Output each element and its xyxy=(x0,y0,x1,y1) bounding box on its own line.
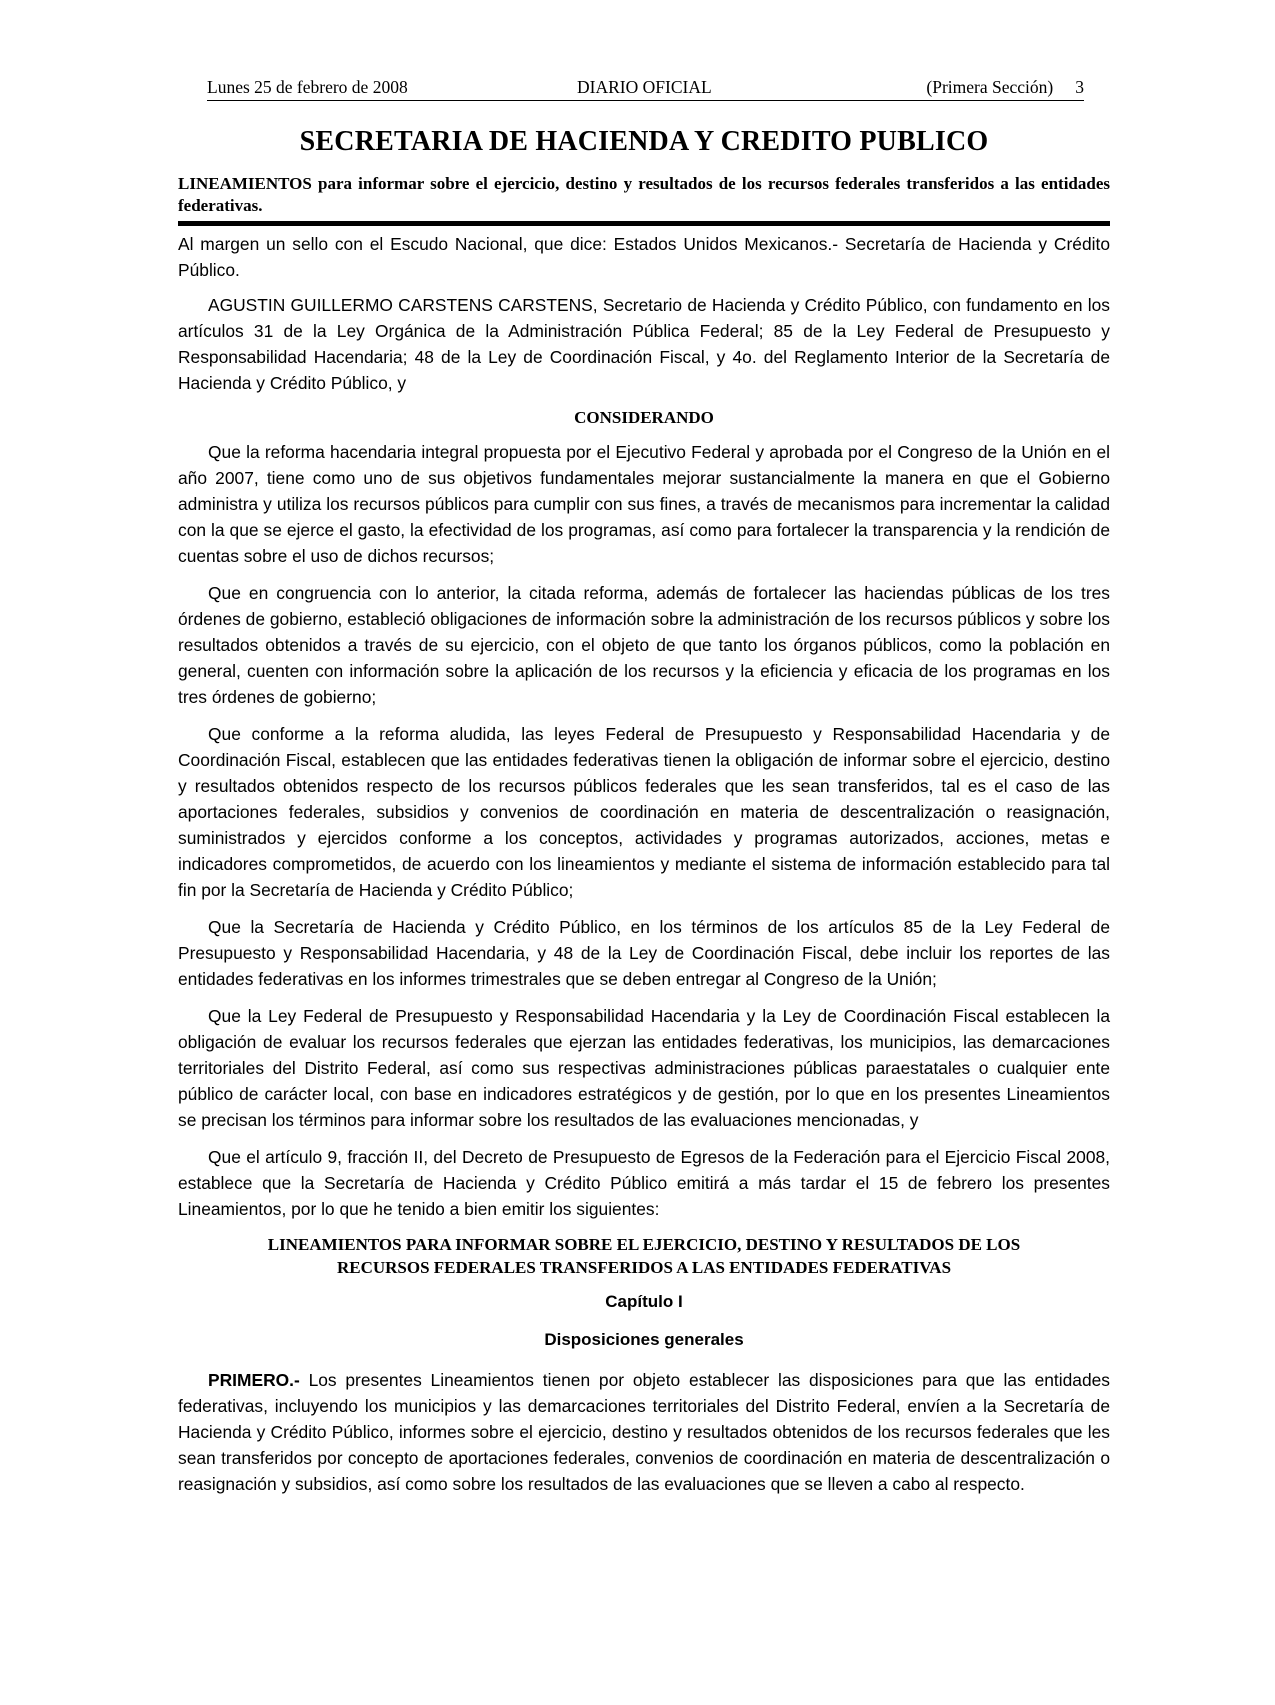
lineamientos-title xyxy=(178,1233,1110,1279)
header-section xyxy=(926,76,1084,98)
considerando-paragraph: Que la reforma hacendaria integral propuesta por el Ejecutivo Federal y aprobada por el Congreso de la Unión en el año 2007, tiene como uno de sus objetivos fundamentales mejorar sustancialmente la manera en que el Gobierno administra y utiliza los recursos públicos para cumplir con sus fines, a través de mecanismos para incrementar la calidad con la que se ejerce el gasto, la efectividad de los programas, así como para fortalecer la transparencia y la rendición de cuentas sobre el uso de dichos recursos; xyxy=(178,442,1110,566)
article-lead: PRIMERO.- xyxy=(208,1370,300,1390)
seal-note: Al margen un sello con el Escudo Nacional, que dice: Estados Unidos Mexicanos.- Secretaría de Hacienda y Crédito Público. xyxy=(178,234,1110,280)
lineamientos-title-line-1: LINEAMIENTOS PARA INFORMAR SOBRE EL EJERCICIO, DESTINO Y RESULTADOS DE LOS xyxy=(267,1235,1021,1254)
chapter-title: Disposiciones generales xyxy=(544,1330,744,1349)
document-body xyxy=(178,231,1110,1508)
header-publication: DIARIO OFICIAL xyxy=(577,77,712,97)
considerando-paragraph: Que la Secretaría de Hacienda y Crédito Público, en los términos de los artículos 85 de la Ley Federal de Presupuesto y Responsabilidad Hacendaria, y 48 de la Ley de Coordinación Fiscal, debe incluir los reportes de las entidades federativas en los informes trimestrales que se deben entregar al Congreso de la Unión; xyxy=(178,917,1110,989)
heading-rule xyxy=(178,221,1110,226)
considerando-heading: CONSIDERANDO xyxy=(574,408,714,427)
ministry-title: SECRETARIA DE HACIENDA Y CREDITO PUBLICO xyxy=(299,126,989,157)
considerando-paragraph: Que conforme a la reforma aludida, las leyes Federal de Presupuesto y Responsabilidad Hacendaria y de Coordinación Fiscal, establecen que las entidades federativas tienen la obligación de informar sobre el ejercicio, destino y resultados obtenidos respecto de los recursos públicos federales que les sean transferidos, tal es el caso de las aportaciones federales, subsidios y convenios de coordinación en materia de descentralización o reasignación, suministrados y ejercidos conforme a los conceptos, actividades y programas autorizados, acciones, metas e indicadores comprometidos, de acuerdo con los lineamientos y mediante el sistema de información establecido para tal fin por la Secretaría de Hacienda y Crédito Público; xyxy=(178,724,1110,900)
considerando-paragraph: Que el artículo 9, fracción II, del Decreto de Presupuesto de Egresos de la Federación para el Ejercicio Fiscal 2008, establece que la Secretaría de Hacienda y Crédito Público emitirá a más tardar el 15 de febrero los presentes Lineamientos, por lo que he tenido a bien emitir los siguientes: xyxy=(178,1147,1110,1219)
considerando-paragraph: Que en congruencia con lo anterior, la citada reforma, además de fortalecer las haciendas públicas de los tres órdenes de gobierno, estableció obligaciones de información sobre la administración de los recursos públicos y sobre los resultados obtenidos a través de su ejercicio, con el objeto de que tanto los órganos públicos, como la población en general, cuenten con información sobre la aplicación de los recursos y la eficiencia y eficacia de los programas en los tres órdenes de gobierno; xyxy=(178,583,1110,707)
lineamientos-title-line-2: RECURSOS FEDERALES TRANSFERIDOS A LAS ENTIDADES FEDERATIVAS xyxy=(336,1258,952,1277)
page-number: 3 xyxy=(1075,77,1084,97)
article-primero xyxy=(178,1367,1110,1497)
decree-lead: LINEAMIENTOS xyxy=(178,174,312,193)
preamble-paragraph: AGUSTIN GUILLERMO CARSTENS CARSTENS, Secretario de Hacienda y Crédito Público, con fundamento en los artículos 31 de la Ley Orgánica de la Administración Pública Federal; 85 de la Ley Federal de Presupuesto y Responsabilidad Hacendaria; 48 de la Ley de Coordinación Fiscal, y 4o. del Reglamento Interior de la Secretaría de Hacienda y Crédito Público, y xyxy=(178,295,1110,393)
running-header xyxy=(207,76,1084,101)
header-section-label: (Primera Sección) xyxy=(926,77,1054,97)
article-text: Los presentes Lineamientos tienen por objeto establecer las disposiciones para que las entidades federativas, incluyendo los municipios y las demarcaciones territoriales del Distrito Federal, envíen a la Secretaría de Hacienda y Crédito Público, informes sobre el ejercicio, destino y resultados obtenidos de los recursos federales que les sean transferidos por concepto de aportaciones federales, convenios de coordinación en materia de descentralización o reasignación y subsidios, así como sobre los resultados de las evaluaciones que se lleven a cabo al respecto. xyxy=(178,1370,1110,1494)
chapter-number: Capítulo I xyxy=(605,1292,683,1311)
decree-title xyxy=(178,173,1110,216)
header-date: Lunes 25 de febrero de 2008 xyxy=(207,77,408,97)
decree-rest: para informar sobre el ejercicio, destino y resultados de los recursos federales transferidos a las entidades federativas. xyxy=(178,174,1110,215)
considerando-paragraph: Que la Ley Federal de Presupuesto y Responsabilidad Hacendaria y la Ley de Coordinación Fiscal establecen la obligación de evaluar los recursos federales que ejerzan las entidades federativas, los municipios, las demarcaciones territoriales del Distrito Federal, así como sus respectivas administraciones públicas paraestatales o cualquier ente público de carácter local, con base en indicadores estratégicos y de gestión, por lo que en los presentes Lineamientos se precisan los términos para informar sobre los resultados de las evaluaciones mencionadas, y xyxy=(178,1006,1110,1130)
